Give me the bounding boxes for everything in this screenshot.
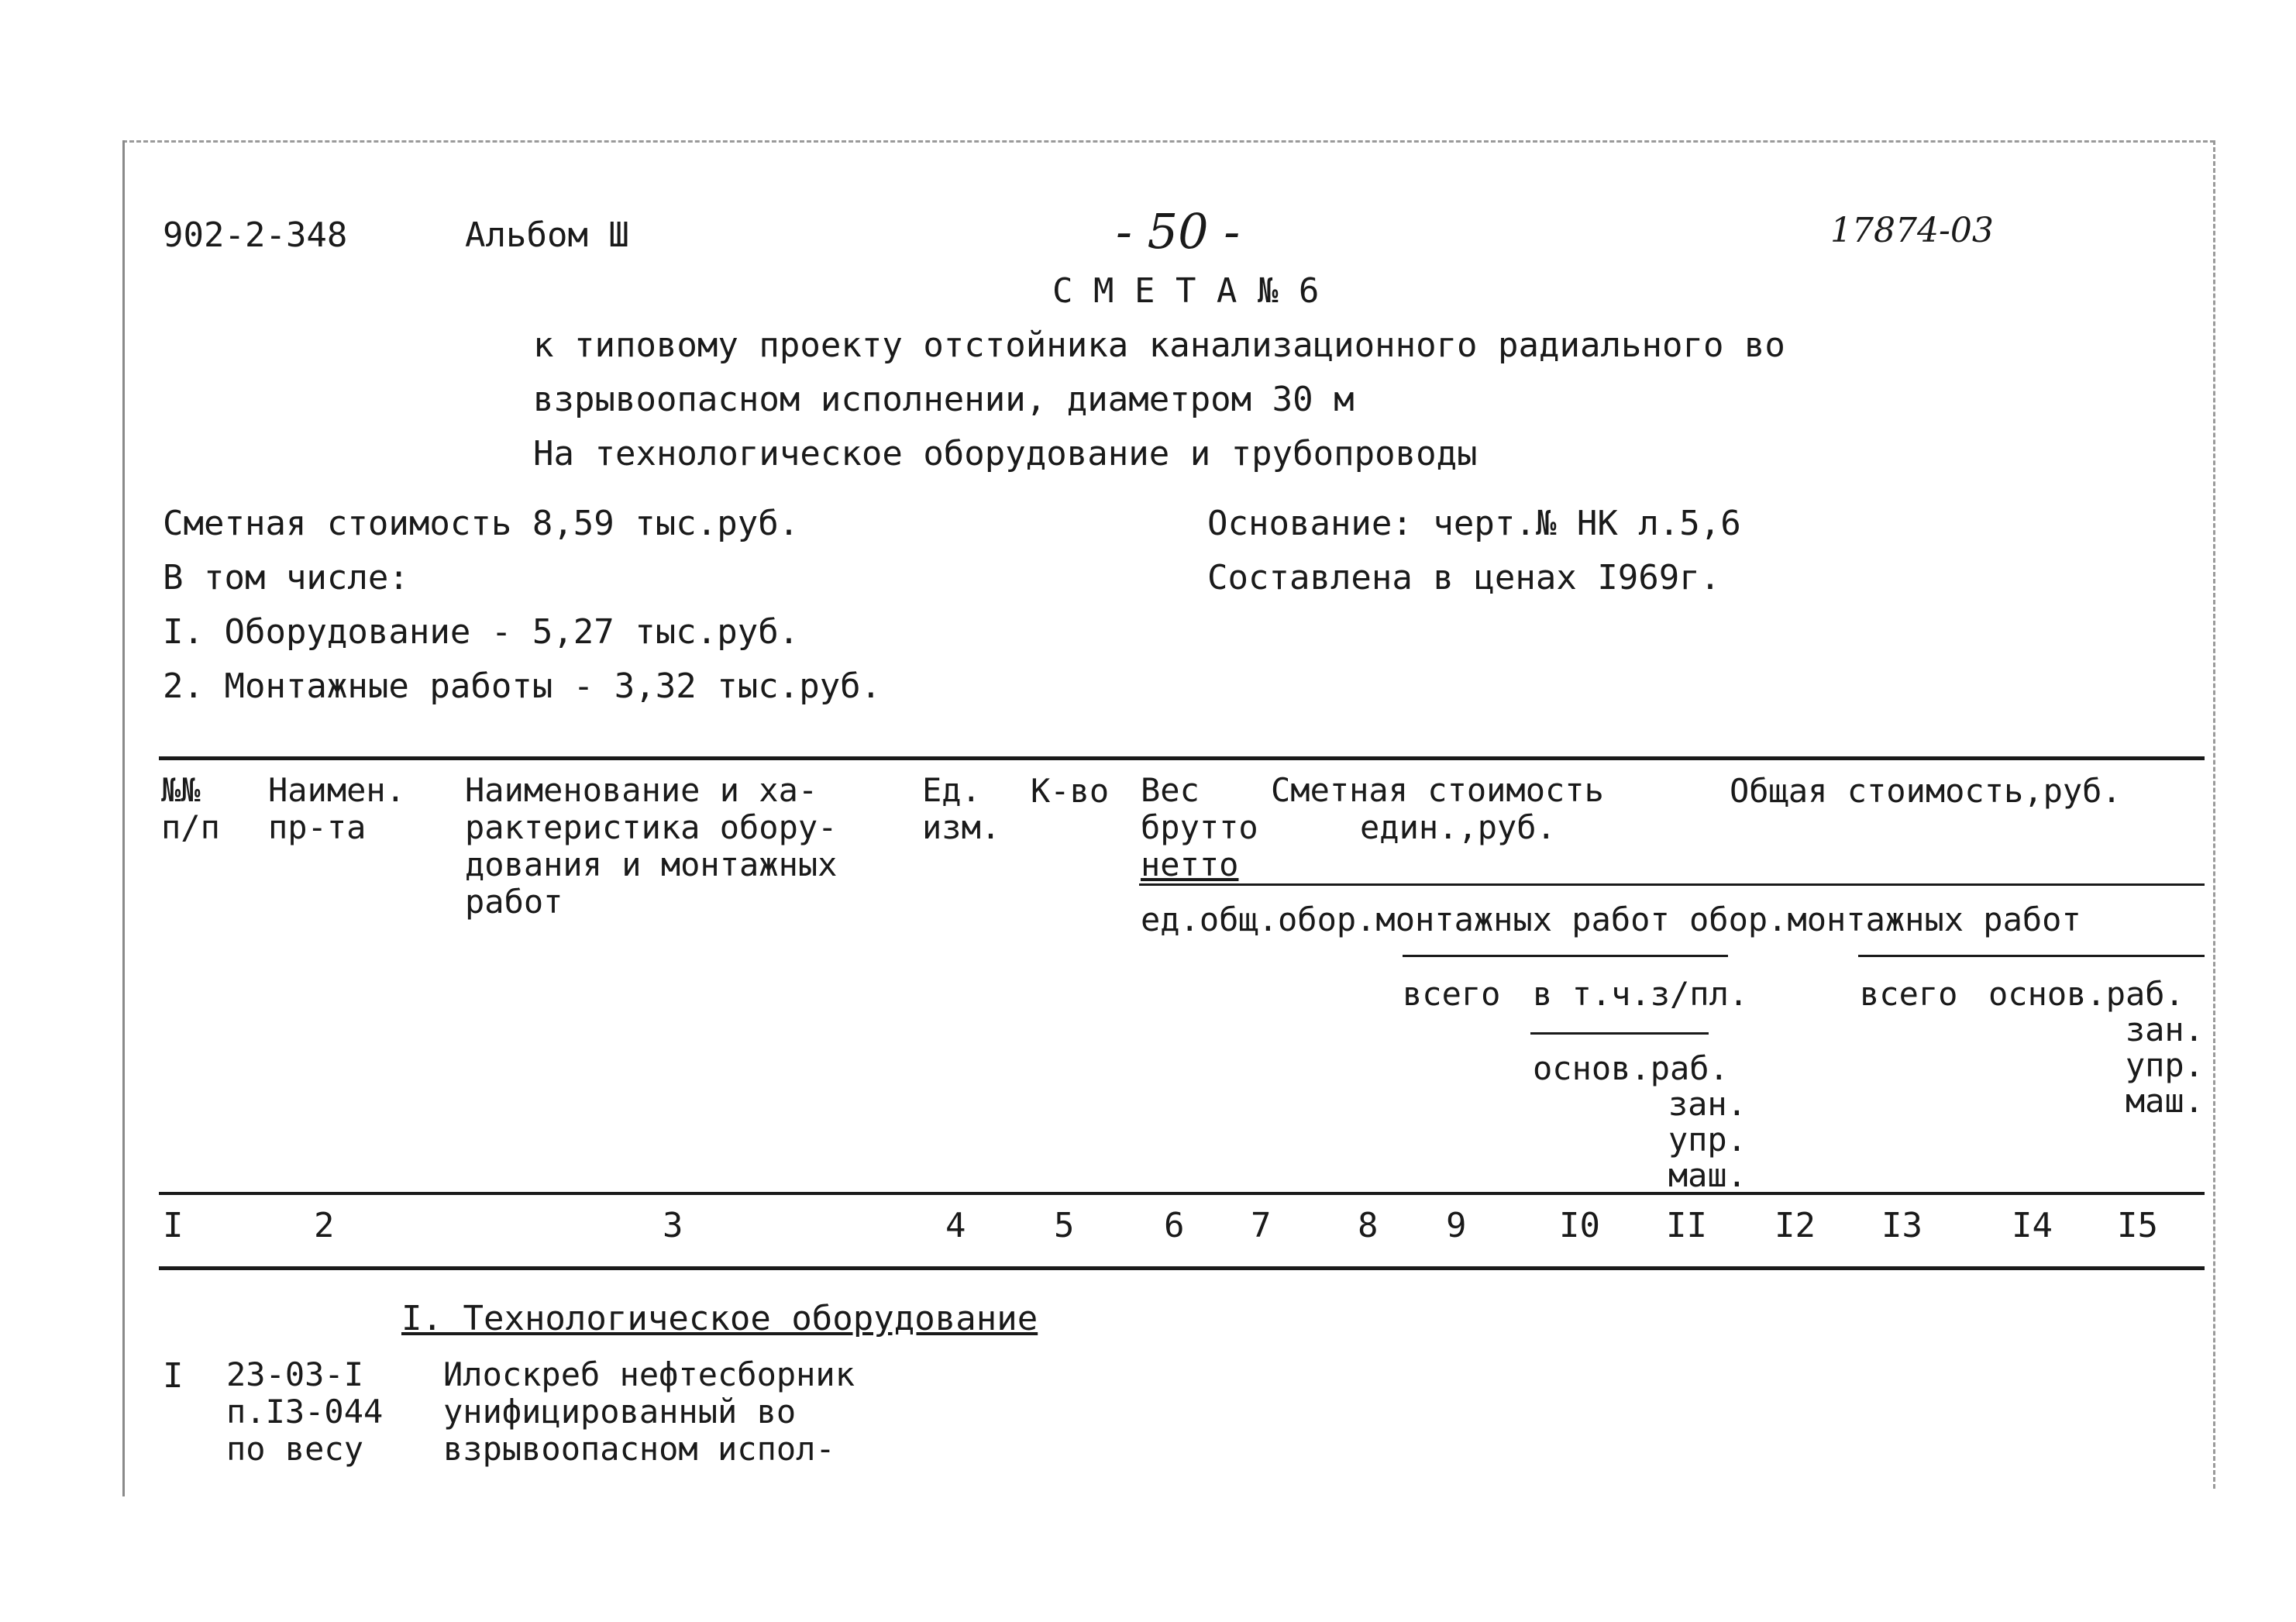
column-number: 3 <box>663 1206 683 1245</box>
header-bottom-rule <box>159 1192 2205 1195</box>
including-label: В том числе: <box>163 558 409 597</box>
unit-install-basic-wage: основ.раб. <box>1533 1049 1729 1087</box>
incl-wage-rule <box>1530 1032 1709 1035</box>
unit-installation-rule <box>1403 955 1728 957</box>
frame-right-border <box>2213 140 2215 1489</box>
subtitle-line-1: к типовому проекту отстойника канализационного радиального во <box>533 325 1785 365</box>
unit-install-incl-wage: в т.ч.з/пл. <box>1533 975 1749 1013</box>
column-number: II <box>1666 1206 1707 1245</box>
inventory-number: 17874-03 <box>1830 211 1994 250</box>
subtitle-line-3: На технологическое оборудование и трубопроводы <box>533 434 1478 474</box>
column-number: 4 <box>945 1206 966 1245</box>
row-price-reference: 23-03-I п.I3-044 по весу <box>226 1355 384 1468</box>
col-header-total-cost: Общая стоимость,руб. <box>1730 772 2122 810</box>
col-header-qty: К-во <box>1031 772 1110 810</box>
total-installation-rule <box>1858 955 2205 957</box>
row-number: I <box>163 1356 184 1396</box>
subheader-rule <box>1139 883 2205 886</box>
column-number: I4 <box>2012 1206 2053 1245</box>
total-install-basic-wage: основ.раб. <box>1988 975 2184 1013</box>
price-level: Составлена в ценах I969г. <box>1207 558 1721 597</box>
frame-left-border <box>122 140 125 1496</box>
column-number: I2 <box>1774 1206 1816 1245</box>
doc-code: 902-2-348 <box>163 215 348 255</box>
column-number: I5 <box>2117 1206 2158 1245</box>
basis-reference: Основание: черт.№ НК л.5,6 <box>1207 504 1741 543</box>
equipment-cost: I. Оборудование - 5,27 тыс.руб. <box>163 612 800 652</box>
column-number: I <box>163 1206 184 1245</box>
column-number: I3 <box>1881 1206 1923 1245</box>
col-header-name: Наименование и ха- рактеристика обору- дования и монтажных работ <box>465 771 838 921</box>
column-number: 7 <box>1251 1206 1272 1245</box>
installation-cost: 2. Монтажные работы - 3,32 тыс.руб. <box>163 666 882 706</box>
total-cost: Сметная стоимость 8,59 тыс.руб. <box>163 504 800 543</box>
document-title: С М Е Т А № 6 <box>1052 271 1320 311</box>
col-header-weight: Вес брутто нетто <box>1141 771 1258 883</box>
cost-subheader-row: ед.общ.обор.монтажных работ обор.монтажных работ <box>1141 901 2081 938</box>
section-title: I. Технологическое оборудование <box>401 1299 1038 1338</box>
col-header-num: №№ п/п <box>161 771 220 846</box>
unit-install-machine-wage: зан. упр. маш. <box>1668 1085 1747 1194</box>
column-number: 9 <box>1446 1206 1467 1245</box>
frame-top-border <box>122 140 2215 143</box>
column-number: 6 <box>1164 1206 1185 1245</box>
table-top-rule <box>159 756 2205 760</box>
album-label: Альбом Ш <box>465 215 629 255</box>
col-header-unit: Ед. изм. <box>922 771 1001 846</box>
total-install-machine-wage: зан. упр. маш. <box>2125 1011 2204 1120</box>
total-install-total: всего <box>1860 975 1958 1013</box>
subtitle-line-2: взрывоопасном исполнении, диаметром 30 м <box>533 380 1355 419</box>
column-numbers-rule <box>159 1266 2205 1270</box>
column-number: 2 <box>314 1206 335 1245</box>
unit-install-total: всего <box>1403 975 1501 1013</box>
col-header-unit-cost: Сметная стоимость един.,руб. <box>1271 771 1604 846</box>
column-number: I0 <box>1559 1206 1600 1245</box>
row-item-name: Илоскреб нефтесборник унифицированный во взрывоопасном испол- <box>443 1355 855 1468</box>
column-number: 8 <box>1358 1206 1379 1245</box>
page-number: - 50 - <box>1116 203 1241 260</box>
column-number: 5 <box>1054 1206 1075 1245</box>
col-header-price-ref: Наимен. пр-та <box>268 771 406 846</box>
